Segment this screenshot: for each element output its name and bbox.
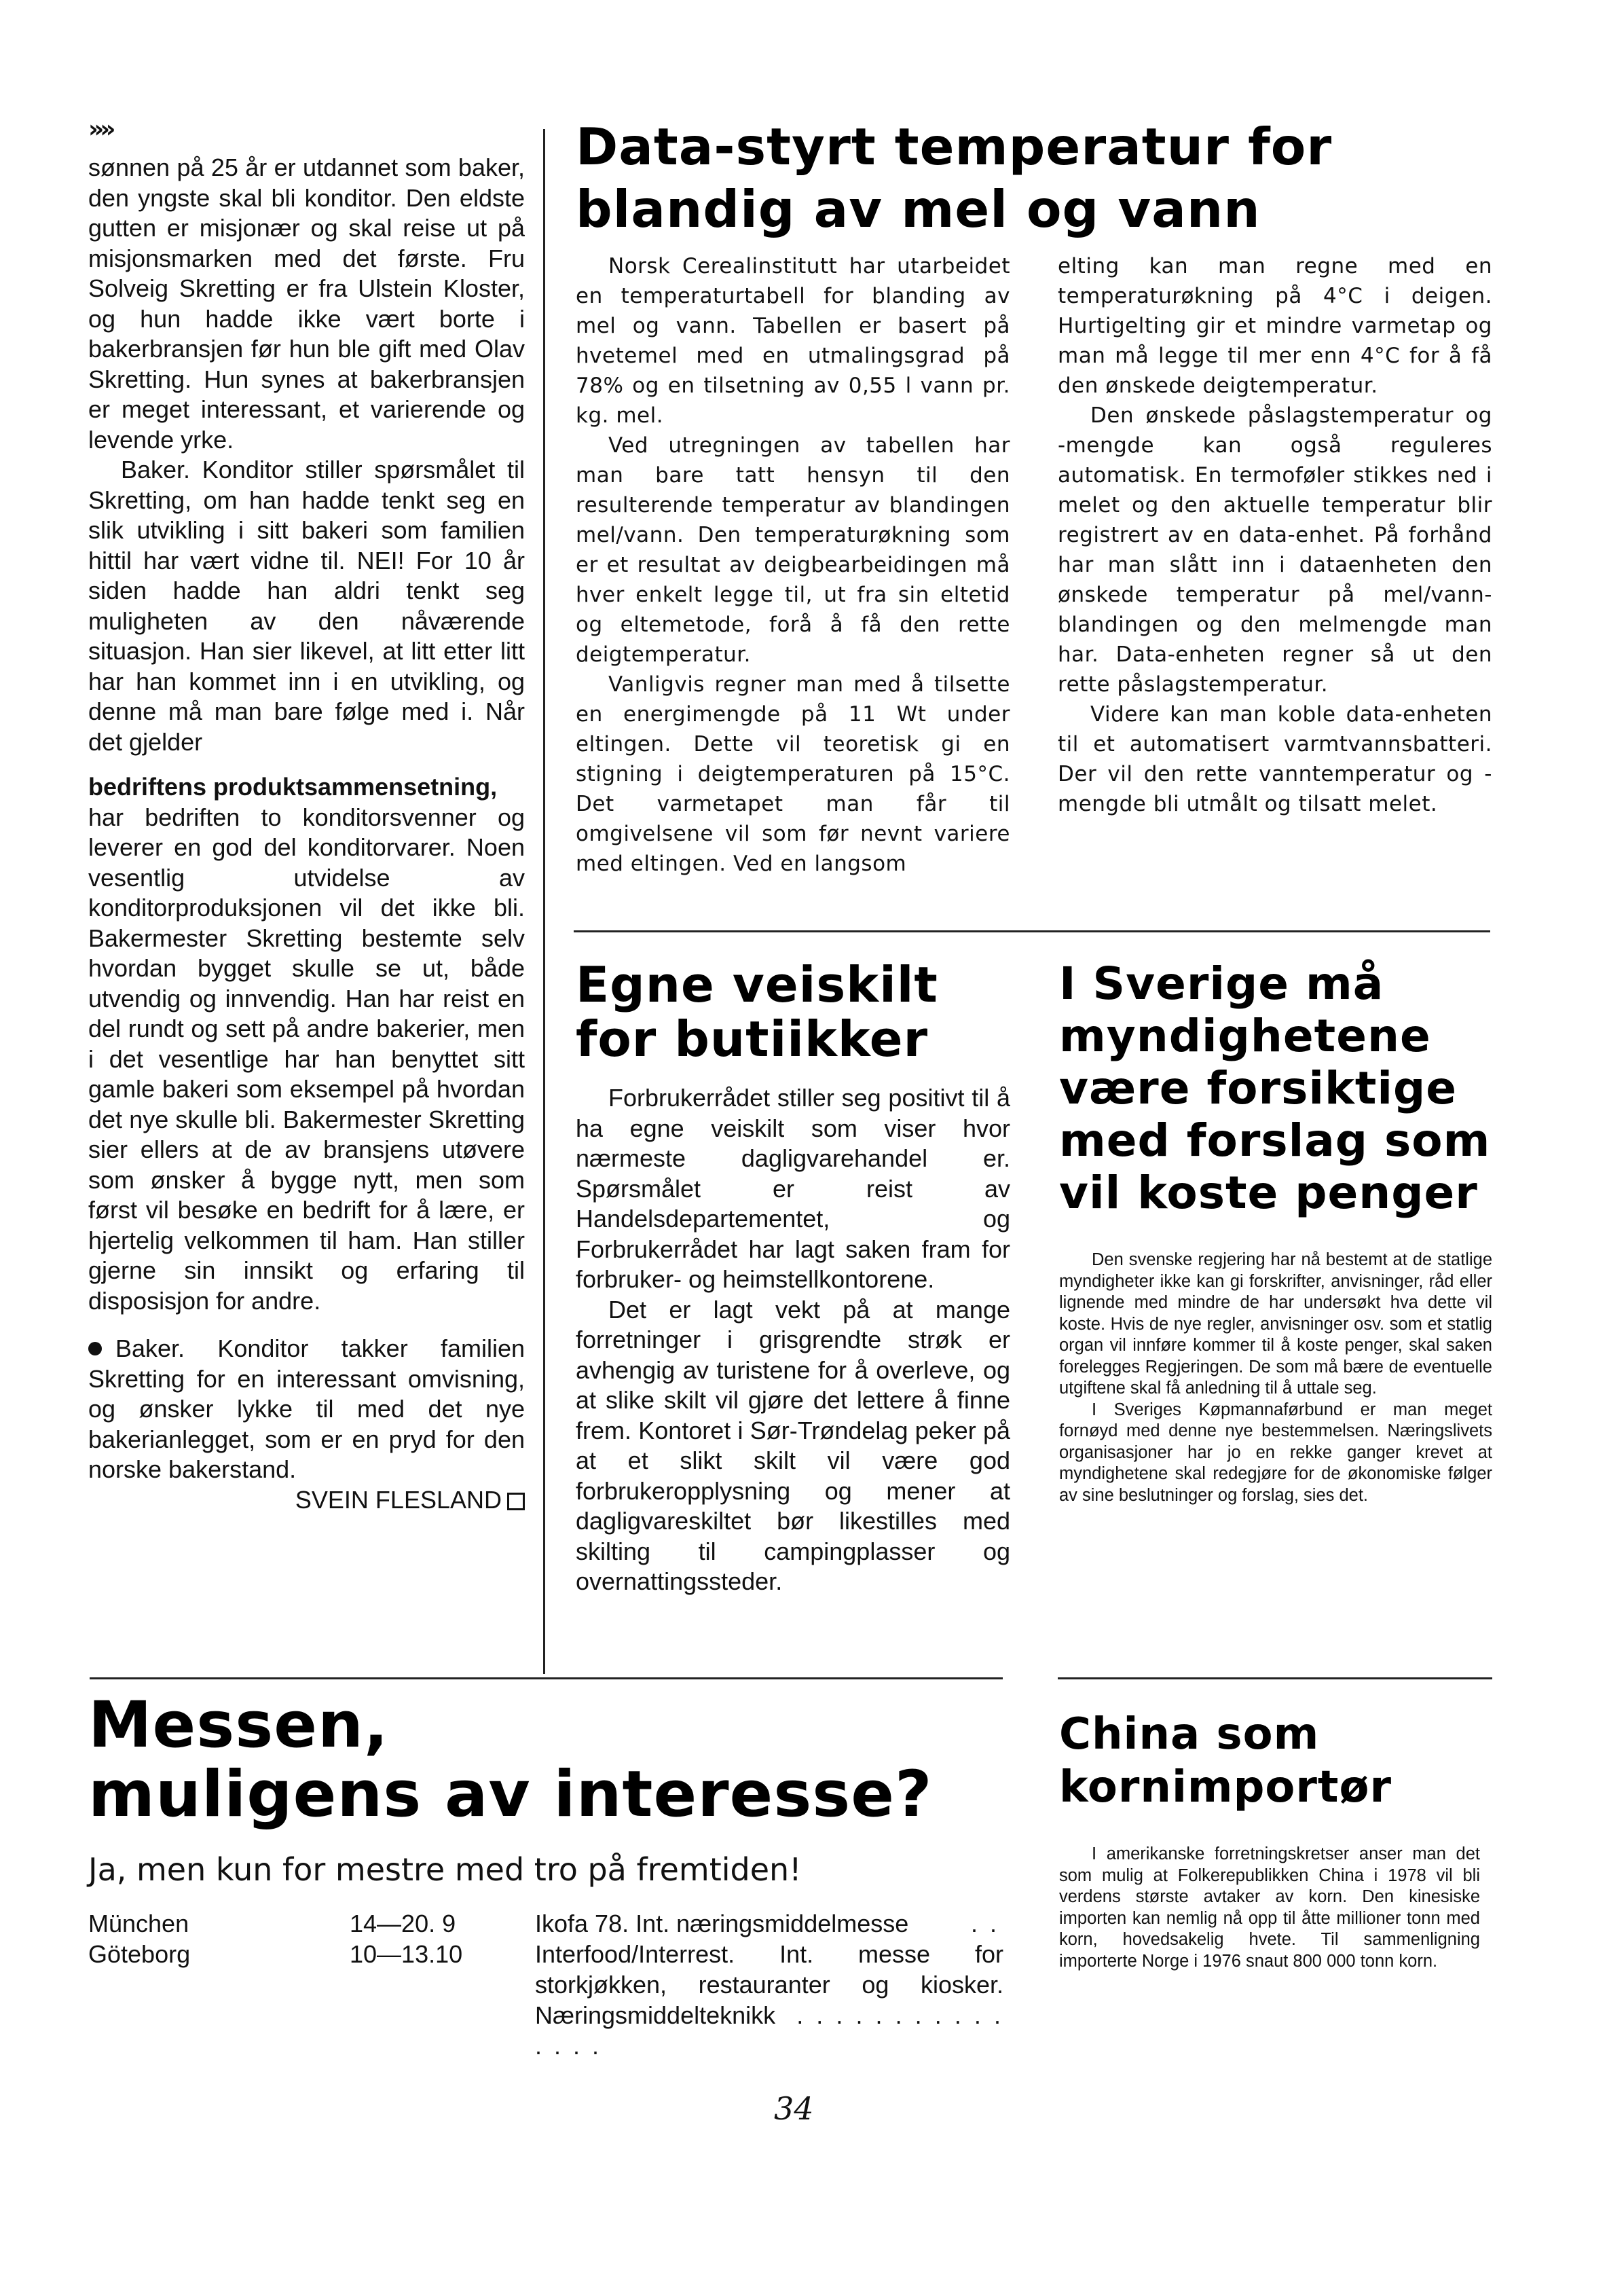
left-article-signature (88, 1485, 525, 1516)
left-article-paragraph-2: Baker. Konditor stiller spørsmålet til Skretting, om han hadde tenkt seg en slik utvikling i sitt bakeri som familien hittil har vært vidne til. NEI! For 10 år siden hadde han aldri tenkt seg muligheten av den nåværende situasjon. Han sier likevel, at litt etter litt har han kommet inn i en utvikling, og denne må man bare følge med i. Når det gjelder (88, 456, 525, 756)
veiskilt-paragraph-2: Det er lagt vekt på at mange forretninger i grisgrendte strøk er avhengig av turistene for å overleve, og at slike skilt vil gjøre det lettere å finne frem. Kontoret i Sør-Trøndelag peker på at et slikt skilt vil være god forbrukeropplysning og mener at dagligvareskiltet bør likestilles med skilting til campingplasser og overnattingssteder. (576, 1295, 1010, 1595)
messen-city: München (88, 1910, 189, 1937)
column-divider-vertical (543, 129, 545, 1674)
data-article-col2-paragraph-3: Videre kan man koble data-enheten til et automatisert varmtvannsbatteri. Der vil den rette vanntemperatur og -mengde bli utmålt og tilsatt melet. (1058, 702, 1492, 816)
messen-leader: . . (971, 1910, 1000, 1937)
messen-event: Ikofa 78. Int. næringsmiddelmesse (535, 1910, 909, 1937)
veiskilt-article-title: Egne veiskilt for butiikker (576, 956, 938, 1068)
sverige-paragraph-2: I Sveriges Køpmannaførbund er man meget fornøyd med denne nye bestemmelsen. Næringslivets organisasjoner har jo en rekke ganger krevet at myndighetene skal redegjøre for de økonomiske følger av sine beslutninger og forslag, sies det. (1059, 1400, 1492, 1505)
left-article (88, 153, 525, 1515)
rule-above-china (1058, 1677, 1492, 1679)
signature-text: SVEIN FLESLAND (295, 1485, 502, 1514)
china-article-body (1059, 1844, 1480, 1972)
messen-leader: . . . . . . . . . . . . . . . (535, 2001, 1003, 2060)
messen-city: Göteborg (88, 1940, 191, 1968)
rule-data-article-bottom (574, 930, 1490, 932)
sverige-article-title: I Sverige må myndighetene være forsiktige med forslag som vil koste penger (1059, 958, 1491, 1219)
china-paragraph-1: I amerikanske forretningskretser anser man det som mulig at Folkerepublikken China i 1978 vil bli verdens største avtaker av korn. Den kinesiske importen kan nemlig nå opp til åtte millioner tonn med korn, hovedsakelig hvete. Til sammenligning importerte Norge i 1976 snaut 800 000 tonn korn. (1059, 1844, 1480, 1971)
left-article-paragraph-4-text: Baker. Konditor takker familien Skretting for en interessant omvisning, og ønsker lykke til med det nye bakerianlegget, som er en pryd for den norske bakerstand. (88, 1334, 525, 1483)
messen-article-title (88, 1688, 1012, 1832)
page-number: 34 (774, 2090, 814, 2127)
messen-row-goteborg (88, 1939, 1012, 2061)
messen-subtitle: Ja, men kun for mestre med tro på fremtiden! (88, 1851, 802, 1888)
sverige-article-body (1059, 1250, 1492, 1506)
veiskilt-article-body (576, 1083, 1010, 1597)
bullet-icon (88, 1342, 102, 1355)
left-article-paragraph-4 (88, 1334, 525, 1485)
messen-row-munchen (88, 1908, 1012, 1939)
data-article-title: Data-styrt temperatur for blandig av mel og vann (576, 117, 1333, 239)
data-article-col2-paragraph-1: elting kan man regne med en temperaturøkning på 4°C i deigen. Hurtigelting gir et mindre varmetap og man må legge til mer enn 4°C for å få den ønskede deigtemperatur. (1058, 254, 1492, 398)
messen-event (535, 1939, 1003, 2061)
left-article-paragraph-1: sønnen på 25 år er utdannet som baker, den yngste skal bli konditor. Den eldste gutten er misjonær og skal reise ut på misjonsmarken med det første. Fru Solveig Skretting er fra Ulstein Kloster, og hun hadde ikke vært borte i bakerbransjen før hun ble gift med Olav Skretting. Hun synes at bakerbransjen er meget interessant, et varierende og levende yrke. (88, 153, 525, 454)
messen-dates: 14—20. 9 (350, 1910, 456, 1937)
china-article-title: China som kornimportør (1059, 1709, 1392, 1812)
messen-dates: 10—13.10 (350, 1940, 463, 1968)
data-article-col1-paragraph-1: Norsk Cerealinstitutt har utarbeidet en temperaturtabell for blanding av mel og vann. Tabellen er basert på hvetemel med en utmalingsgrad på 78% og en tilsetning av 0,55 l vann pr. kg. mel. (576, 254, 1010, 428)
data-article-col1-paragraph-2: Ved utregningen av tabellen har man bare tatt hensyn til den resulterende temperatur av blandingen mel/vann. Den temperaturøkning som er et resultat av deigbearbeidingen må hver enkelt legge til, ut fra sin eltetid og eltemetode, forå å få den rette deigtemperatur. (576, 433, 1010, 667)
end-box-icon (507, 1493, 525, 1510)
messen-title-line-1: Messen, (88, 1688, 389, 1762)
sverige-paragraph-1: Den svenske regjering har nå bestemt at de statlige myndigheter ikke kan gi forskrifter, anvisninger, råd eller lignende med mindre de har undersøkt hva dette vil koste. Hvis de nye regler, anvisninger osv. som et statlig organ vil innføre kommer til å koste penger, skal saken forelegges Regjeringen. De som må bære de eventuelle utgiftene skal få anledning til å uttale seg. (1059, 1250, 1492, 1398)
left-article-subhead: bedriftens produktsammensetning, (88, 773, 498, 801)
data-article-column-1 (576, 251, 1010, 879)
veiskilt-paragraph-1: Forbrukerrådet stiller seg positivt til å ha egne veiskilt som viser hvor nærmeste dagligvarehandel er. Spørsmålet er reist av Handelsdepartementet, og Forbrukerrådet har lagt saken fram for forbruker- og heimstellkontorene. (576, 1084, 1010, 1293)
messen-event-text: Interfood/Interrest. Int. messe for storkjøkken, restauranter og kiosker. Næringsmiddelteknikk (535, 1940, 1003, 2029)
data-article-col1-paragraph-3: Vanligvis regner man med å tilsette en energimengde på 11 Wt under eltingen. Dette vil teoretisk gi en stigning i deigtemperaturen på 15°C. Det varmetapet man får til omgivelsene vil som før nevnt variere med eltingen. Ved en langsom (576, 672, 1010, 876)
data-article-column-2 (1058, 251, 1492, 819)
messen-title-line-2: muligens av interesse? (88, 1757, 933, 1832)
continue-marker: »» (88, 115, 112, 143)
left-article-paragraph-3: har bedriften to konditorsvenner og leverer en god del konditorvarer. Noen vesentlig utvidelse av konditorproduksjonen vil det ikke bli. Bakermester Skretting bestemte selv hvordan bygget skulle se ut, både utvendig og innvendig. Han har reist en del rundt og sett på andre bakerier, men i det vesentlige har han benyttet sitt gamle bakeri som eksempel på hvordan det nye skulle bli. Bakermester Skretting sier ellers at de av bransjens utøvere som ønsker å bygge nytt, men som først vil besøke en bedrift for å lære, er hjertelig velkommen til ham. Han stiller gjerne sin innsikt og erfaring til disposisjon for andre. (88, 803, 525, 1315)
rule-above-messen (90, 1677, 1003, 1679)
data-article-col2-paragraph-2: Den ønskede påslagstemperatur og -mengde kan også reguleres automatisk. En termoføler stikkes ned i melet og den aktuelle temperatur blir registrert av en data-enhet. På forhånd har man slått inn i dataenheten den ønskede temperatur på mel/vann-blandingen og den melmengde man har. Data-enheten regner så ut den rette påslagstemperatur. (1058, 403, 1492, 697)
